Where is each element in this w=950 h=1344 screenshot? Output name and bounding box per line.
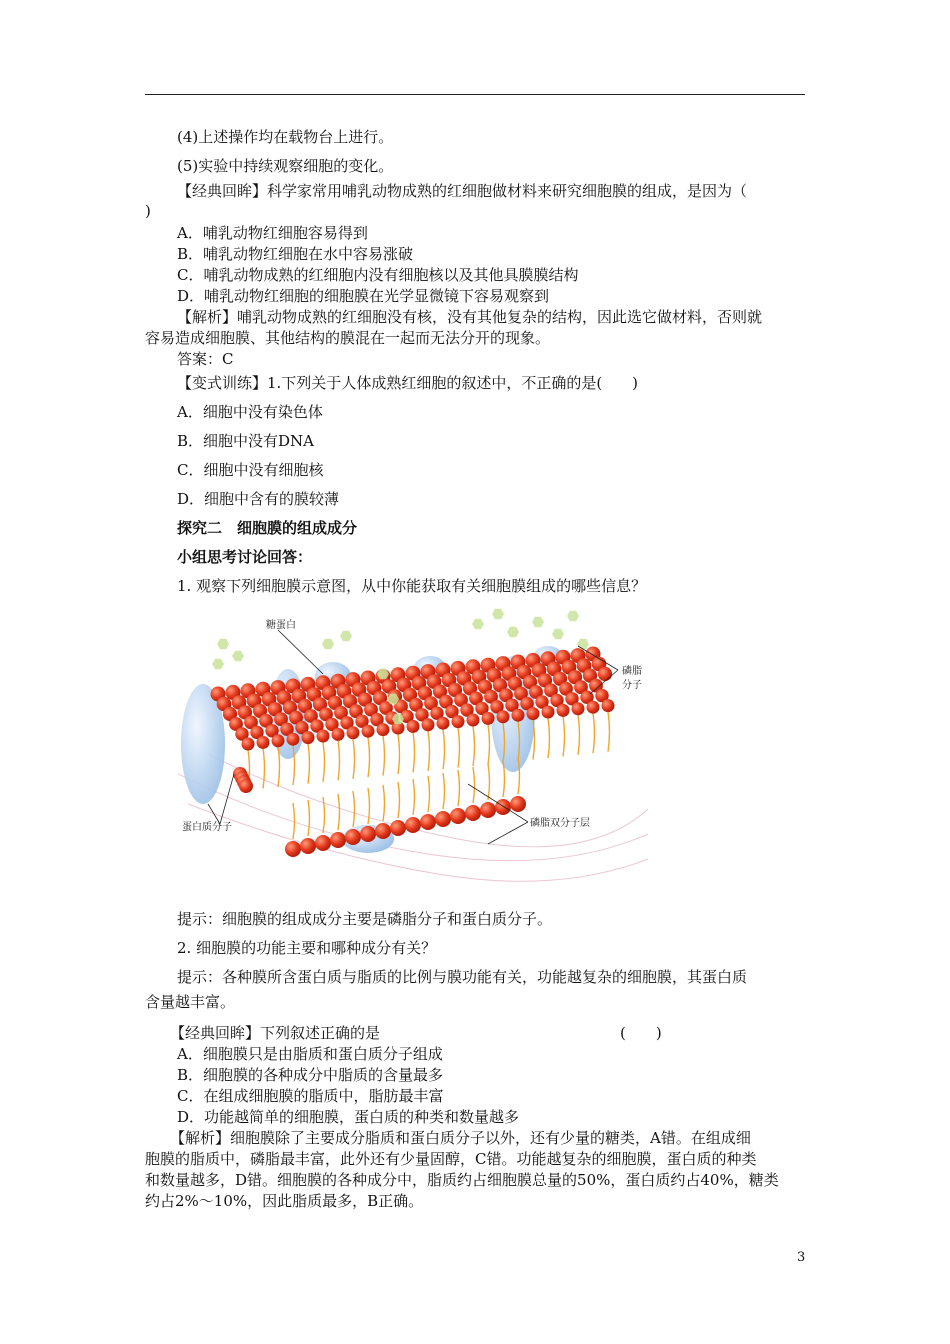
- phospholipid-head: [572, 702, 585, 715]
- phospholipid-tail: [338, 740, 340, 780]
- label-protein-molecule: 蛋白质分子: [182, 822, 232, 833]
- phospholipid-tail: [293, 745, 295, 785]
- text-line: (4)上述操作均在载物台上进行。: [177, 128, 394, 146]
- phospholipid-head: [602, 699, 615, 712]
- text-line: 【变式训练】1.下列关于人体成熟红细胞的叙述中，不正确的是( ): [177, 374, 639, 392]
- label-bilayer: 磷脂双分子层: [530, 818, 590, 829]
- phospholipid-head: [465, 805, 481, 821]
- text-line: C．哺乳动物成熟的红细胞内没有细胞核以及其他具膜膜结构: [177, 266, 579, 284]
- phospholipid-tail: [593, 713, 595, 753]
- phospholipid-tail: [578, 715, 580, 755]
- phospholipid-head: [497, 710, 510, 723]
- phospholipid-tail: [323, 742, 325, 782]
- phospholipid-tail: [293, 803, 295, 839]
- text-line: D．哺乳动物红细胞的细胞膜在光学显微镜下容易观察到: [177, 287, 550, 305]
- text-line: 小组思考讨论回答：: [177, 548, 313, 566]
- label-glycoprotein: 糖蛋白: [266, 620, 296, 631]
- phospholipid-tail: [443, 773, 445, 809]
- phospholipid-tail: [323, 797, 325, 833]
- phospholipid-head: [317, 730, 330, 743]
- sugar-molecule: [567, 611, 579, 621]
- text-line: 【经典回眸】科学家常用哺乳动物成熟的红细胞做材料来研究细胞膜的组成，是因为（: [177, 182, 748, 200]
- phospholipid-head: [527, 707, 540, 720]
- sugar-molecule: [577, 639, 589, 649]
- phospholipid-tail: [368, 737, 370, 777]
- sugar-molecule: [552, 629, 564, 639]
- phospholipid-tail: [488, 764, 490, 800]
- phospholipid-head: [377, 723, 390, 736]
- text-line: 【解析】细胞膜除了主要成分脂质和蛋白质分子以外，还有少量的糖类，A错。在组成细: [170, 1129, 751, 1147]
- cell-membrane-figure: [178, 604, 658, 894]
- phospholipid-head: [302, 731, 315, 744]
- sugar-molecule: [532, 617, 544, 627]
- sugar-molecule: [507, 627, 519, 637]
- phospholipid-head: [407, 720, 420, 733]
- phospholipid-head: [482, 712, 495, 725]
- phospholipid-tail: [428, 776, 430, 812]
- sugar-molecule: [492, 609, 504, 619]
- text-line: 胞膜的脂质中，磷脂最丰富，此外还有少量固醇，C错。功能越复杂的细胞膜，蛋白质的种类: [145, 1150, 757, 1168]
- phospholipid-head: [315, 835, 331, 851]
- phospholipid-tail: [503, 761, 505, 797]
- text-line: C．细胞中没有细胞核: [177, 461, 324, 479]
- text-line: 2. 细胞膜的功能主要和哪种成分有关？: [177, 939, 437, 957]
- phospholipid-tail: [413, 732, 415, 772]
- phospholipid-tail: [443, 729, 445, 769]
- phospholipid-tail: [413, 779, 415, 815]
- phospholipid-tail: [548, 718, 550, 758]
- text-line: A．细胞中没有染色体: [177, 403, 323, 421]
- phospholipid-head: [362, 725, 375, 738]
- text-line: A．细胞膜只是由脂质和蛋白质分子组成: [177, 1045, 443, 1063]
- phospholipid-tail: [398, 734, 400, 774]
- phospholipid-tail: [473, 767, 475, 803]
- text-line: D．细胞中含有的膜较薄: [177, 490, 340, 508]
- phospholipid-tail: [308, 800, 310, 836]
- phospholipid-head: [437, 717, 450, 730]
- phospholipid-tail: [308, 744, 310, 784]
- phospholipid-head: [285, 841, 301, 857]
- phospholipid-head: [422, 718, 435, 731]
- text-line: D．功能越简单的细胞膜，蛋白质的种类和数量越多: [177, 1108, 520, 1126]
- sugar-molecule: [340, 631, 352, 641]
- phospholipid-tail: [608, 712, 610, 752]
- phospholipid-head: [542, 706, 555, 719]
- phospholipid-head: [257, 736, 270, 749]
- phospholipid-head: [480, 802, 496, 818]
- sugar-molecule: [322, 639, 334, 649]
- text-line: (5)实验中持续观察细胞的变化。: [177, 157, 394, 175]
- text-line: B．哺乳动物红细胞在水中容易涨破: [177, 245, 414, 263]
- phospholipid-tail: [383, 785, 385, 821]
- text-line: ): [145, 202, 151, 220]
- phospholipid-tail: [338, 794, 340, 830]
- membrane-diagram: [178, 604, 658, 894]
- phospholipid-head: [345, 829, 361, 845]
- sugar-molecule: [212, 659, 224, 669]
- text-line: 1. 观察下列细胞膜示意图，从中你能获取有关细胞膜组成的哪些信息？: [177, 577, 647, 595]
- phospholipid-tail: [518, 758, 520, 794]
- phospholipid-head: [360, 826, 376, 842]
- text-line: 【解析】哺乳动物成熟的红细胞没有核，没有其他复杂的结构，因此选它做材料，否则就: [177, 308, 763, 326]
- text-line: C．在组成细胞膜的脂质中，脂肪最丰富: [177, 1087, 444, 1105]
- phospholipid-tail: [353, 791, 355, 827]
- label-phospholipid-1: 磷脂: [622, 666, 642, 677]
- phospholipid-head: [405, 817, 421, 833]
- phospholipid-head: [239, 779, 253, 793]
- phospholipid-tail: [353, 739, 355, 779]
- label-phospholipid-2: 分子: [622, 680, 642, 691]
- phospholipid-head: [452, 715, 465, 728]
- text-line: B．细胞中没有DNA: [177, 432, 315, 450]
- text-line: B．细胞膜的各种成分中脂质的含量最多: [177, 1066, 444, 1084]
- phospholipid-head: [510, 796, 526, 812]
- phospholipid-tail: [383, 736, 385, 776]
- page-number: 3: [797, 1250, 806, 1265]
- text-line: A．哺乳动物红细胞容易得到: [177, 224, 368, 242]
- phospholipid-head: [495, 799, 511, 815]
- phospholipid-head: [435, 811, 451, 827]
- sugar-molecule: [217, 639, 229, 649]
- phospholipid-tail: [473, 726, 475, 766]
- text-line: 约占2%～10%，因此脂质最多，B正确。: [145, 1192, 424, 1210]
- phospholipid-tail: [263, 748, 265, 788]
- phospholipid-head: [287, 733, 300, 746]
- sugar-molecule: [232, 651, 244, 661]
- phospholipid-head: [420, 814, 436, 830]
- text-line: 提示：细胞膜的组成成分主要是磷脂分子和蛋白质分子。: [177, 910, 553, 928]
- phospholipid-head: [587, 701, 600, 714]
- sugar-molecule: [472, 619, 484, 629]
- phospholipid-head: [375, 823, 391, 839]
- phospholipid-tail: [458, 728, 460, 768]
- phospholipid-tail: [533, 720, 535, 760]
- text-line: 含量越丰富。: [145, 993, 236, 1011]
- phospholipid-head: [347, 726, 360, 739]
- phospholipid-head: [467, 714, 480, 727]
- header-rule: [145, 94, 805, 95]
- phospholipid-tail: [458, 770, 460, 806]
- phospholipid-tail: [563, 716, 565, 756]
- phospholipid-tail: [278, 747, 280, 787]
- text-line: 【经典回眸】下列叙述正确的是 ( ): [170, 1024, 662, 1042]
- text-line: 容易造成细胞膜、其他结构的膜混在一起而无法分开的现象。: [145, 329, 551, 347]
- phospholipid-head: [598, 667, 612, 681]
- phospholipid-tail: [368, 788, 370, 824]
- phospholipid-head: [512, 709, 525, 722]
- phospholipid-head: [330, 832, 346, 848]
- phospholipid-head: [390, 820, 406, 836]
- phospholipid-head: [557, 704, 570, 717]
- phospholipid-tail: [428, 731, 430, 771]
- phospholipid-head: [332, 728, 345, 741]
- text-line: 答案：C: [177, 350, 234, 368]
- phospholipid-tail: [398, 782, 400, 818]
- phospholipid-tail: [488, 724, 490, 764]
- phospholipid-head: [300, 838, 316, 854]
- phospholipid-head: [272, 734, 285, 747]
- text-line: 提示：各种膜所含蛋白质与脂质的比例与膜功能有关，功能越复杂的细胞膜，其蛋白质: [177, 968, 748, 986]
- phospholipid-head: [242, 738, 255, 751]
- text-line: 和数量越多，D错。细胞膜的各种成分中，脂质约占细胞膜总量的50%，蛋白质约占40%，糖类: [145, 1171, 779, 1189]
- text-line: 探究二 细胞膜的组成成分: [177, 519, 358, 537]
- phospholipid-head: [450, 808, 466, 824]
